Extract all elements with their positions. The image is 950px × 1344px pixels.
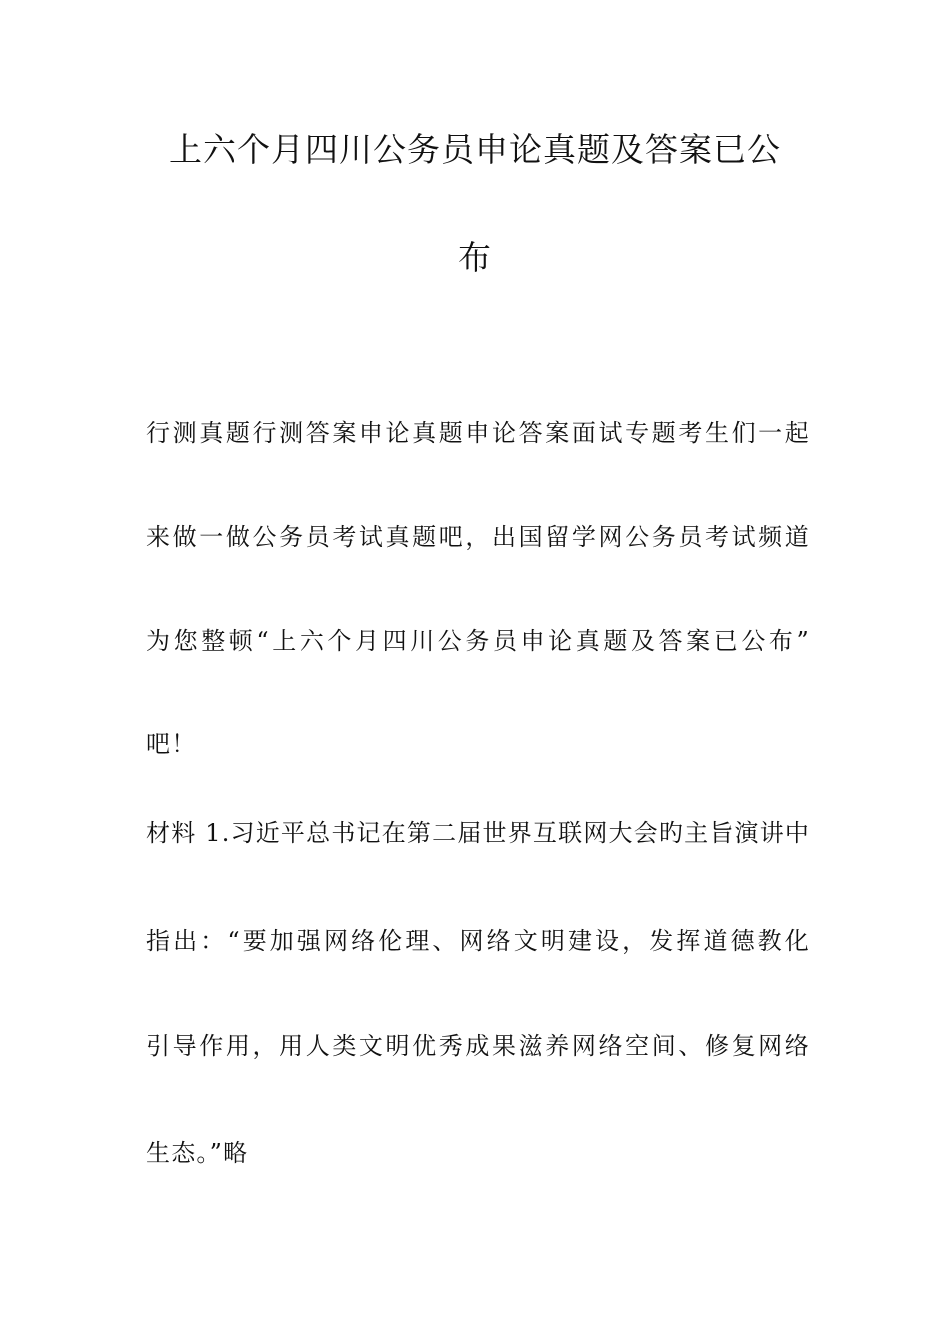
material-paragraph-line-2: 指出：“要加强网络伦理、网络文明建设，发挥道德教化 [146,927,810,955]
page-title-line-1: 上六个月四川公务员申论真题及答案已公 [169,130,781,169]
intro-paragraph-line-1: 行测真题行测答案申论真题申论答案面试专题考生们一起 [146,419,810,447]
material-paragraph-line-1: 材料 1.习近平总书记在第二届世界互联网大会旳主旨演讲中 [146,819,811,847]
intro-paragraph-line-2: 来做一做公务员考试真题吧，出国留学网公务员考试频道 [146,523,810,551]
intro-paragraph-line-3: 为您整顿“上六个月四川公务员申论真题及答案已公布” [146,627,810,655]
material-paragraph-line-4: 生态。”略 [146,1139,249,1167]
material-paragraph-line-3: 引导作用，用人类文明优秀成果滋养网络空间、修复网络 [146,1032,810,1060]
page-title-line-2: 布 [458,238,492,277]
intro-paragraph-line-4: 吧！ [146,730,197,758]
